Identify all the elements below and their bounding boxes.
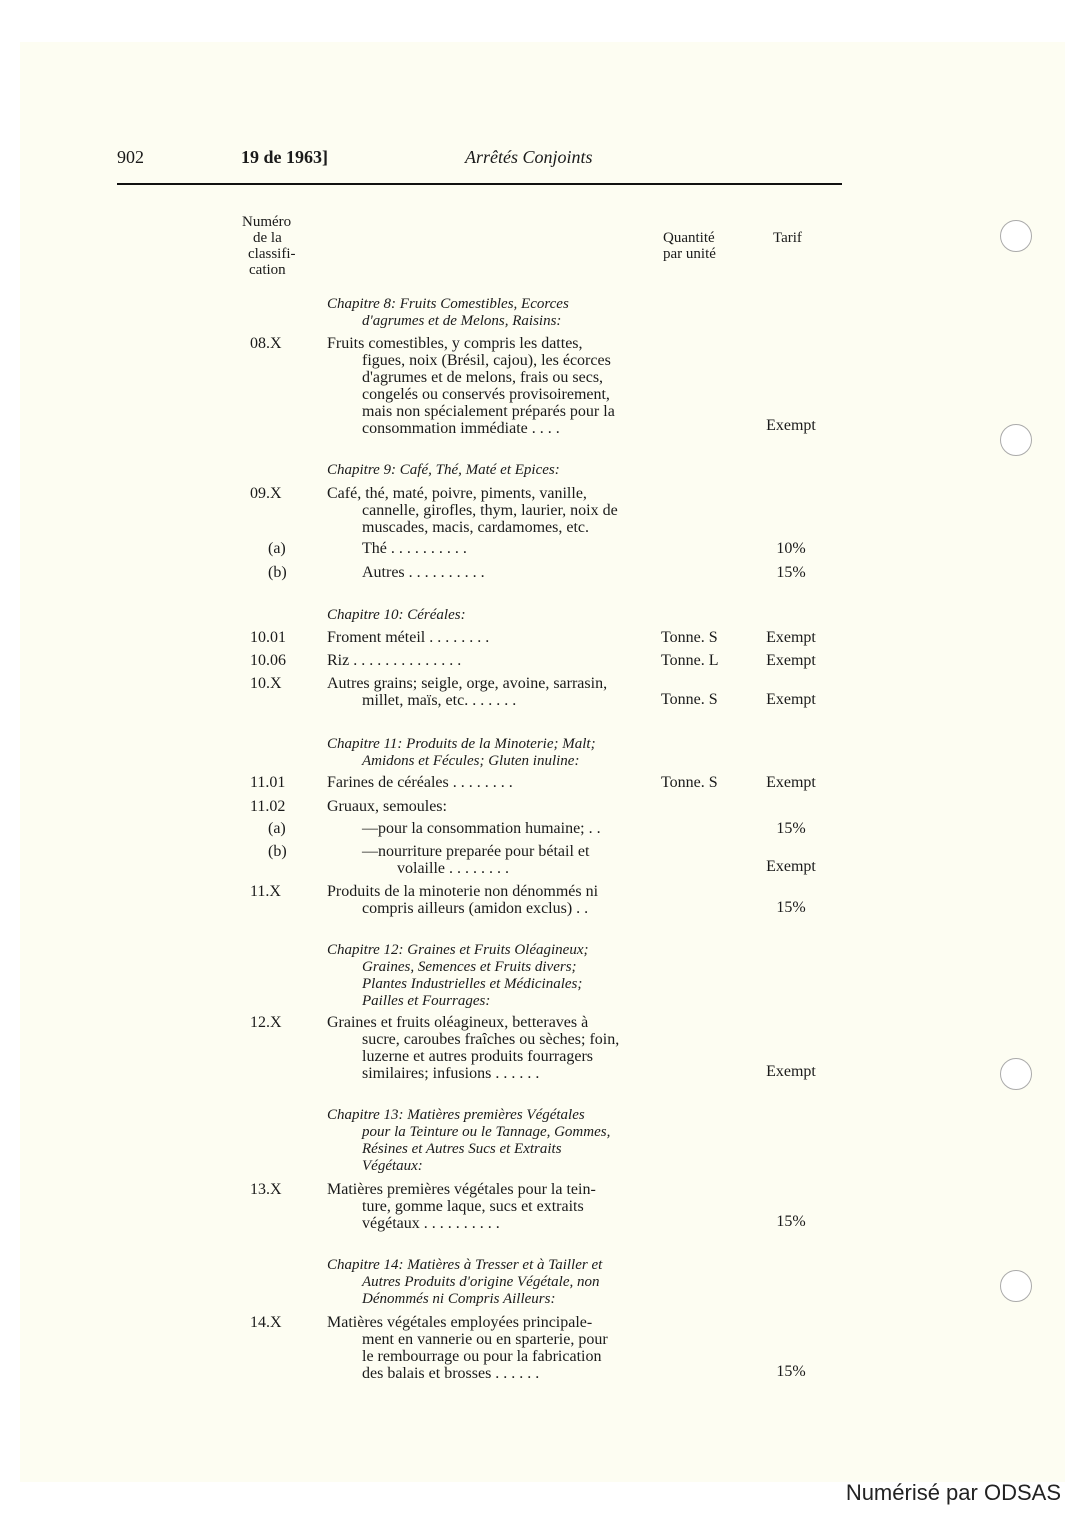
description-line: Produits de la minoterie non dénommés ni xyxy=(327,883,599,900)
description-line: Matières premières végétales pour la tein- xyxy=(327,1181,596,1198)
tarif-value: Exempt xyxy=(766,774,816,791)
description-line: ture, gomme laque, sucs et extraits xyxy=(362,1198,584,1215)
item-description xyxy=(327,485,618,536)
punch-hole-icon xyxy=(1000,220,1032,252)
col-header-quantity-line: Quantité xyxy=(663,230,715,246)
header-date: 19 de 1963] xyxy=(241,147,328,167)
item-description: Thé . . . . . . . . . . xyxy=(362,540,467,557)
col-header-number xyxy=(242,214,295,278)
description-line: consommation immédiate . . . . xyxy=(362,420,560,437)
item-description xyxy=(327,1014,619,1082)
description-line: Café, thé, maté, poivre, piments, vanille, xyxy=(327,485,587,502)
tarif-value: Exempt xyxy=(766,1063,816,1080)
col-header-quantity-line: par unité xyxy=(663,246,716,262)
chapter-heading-line: Plantes Industrielles et Médicinales; xyxy=(362,976,583,992)
tarif-value: Exempt xyxy=(766,858,816,875)
chapter-heading-line: Chapitre 14: Matières à Tresser et à Tailler et xyxy=(327,1257,603,1273)
page-number: 902 xyxy=(117,147,144,167)
chapter-heading-line: d'agrumes et de Melons, Raisins: xyxy=(362,313,562,329)
chapter-heading xyxy=(327,1257,602,1308)
description-line: sucre, caroubes fraîches ou sèches; foin, xyxy=(362,1031,620,1048)
classification-number: 13.X xyxy=(250,1181,282,1198)
chapter-heading-line: Résines et Autres Sucs et Extraits xyxy=(362,1141,562,1157)
description-line: similaires; infusions . . . . . . xyxy=(362,1065,540,1082)
col-header-number-line: Numéro xyxy=(242,214,292,230)
punch-hole-icon xyxy=(1000,1058,1032,1090)
tarif-value: Exempt xyxy=(766,417,816,434)
item-description xyxy=(362,843,589,877)
description-line: cannelle, girofles, thym, laurier, noix de xyxy=(362,502,618,519)
sub-item-letter: (a) xyxy=(268,540,286,557)
classification-number: 10.06 xyxy=(250,652,286,669)
description-line: —nourriture preparée pour bétail et xyxy=(362,843,590,860)
classification-number: 09.X xyxy=(250,485,282,502)
chapter-heading-line: Amidons et Fécules; Gluten inuline: xyxy=(362,753,580,769)
description-line: mais non spécialement préparés pour la xyxy=(362,403,615,420)
description-line: congelés ou conservés provisoirement, xyxy=(362,386,610,403)
chapter-heading xyxy=(327,942,589,1010)
item-description xyxy=(327,335,615,437)
classification-number: 14.X xyxy=(250,1314,282,1331)
page-title: Arrêtés Conjoints xyxy=(465,147,593,167)
classification-number: 10.01 xyxy=(250,629,286,646)
quantity-unit: Tonne. L xyxy=(661,652,719,669)
chapter-heading-line: Végétaux: xyxy=(362,1158,423,1174)
punch-hole-icon xyxy=(1000,1270,1032,1302)
chapter-heading xyxy=(327,736,596,770)
tarif-value: 10% xyxy=(776,540,806,557)
chapter-heading xyxy=(327,296,569,330)
chapter-heading-line: Chapitre 8: Fruits Comestibles, Ecorces xyxy=(327,296,569,312)
classification-number: 11.02 xyxy=(250,798,286,815)
tarif-value: Exempt xyxy=(766,691,816,708)
description-line: Graines et fruits oléagineux, betteraves à xyxy=(327,1014,589,1031)
classification-number: 11.X xyxy=(250,883,281,900)
description-line: millet, maïs, etc. . . . . . . xyxy=(362,692,517,709)
chapter-heading-line: pour la Teinture ou le Tannage, Gommes, xyxy=(362,1124,611,1140)
tarif-value: Exempt xyxy=(766,652,816,669)
tarif-value: 15% xyxy=(776,820,806,837)
description-line: muscades, macis, cardamomes, etc. xyxy=(362,519,590,536)
description-line: des balais et brosses . . . . . . xyxy=(362,1365,540,1382)
chapter-heading: Chapitre 9: Café, Thé, Maté et Epices: xyxy=(327,462,560,478)
chapter-heading-line: Dénommés ni Compris Ailleurs: xyxy=(362,1291,556,1307)
tarif-value: 15% xyxy=(776,899,806,916)
col-header-number-line: cation xyxy=(249,262,286,278)
classification-number: 08.X xyxy=(250,335,282,352)
quantity-unit: Tonne. S xyxy=(661,774,718,791)
item-description: Gruaux, semoules: xyxy=(327,798,447,815)
chapter-heading-line: Autres Produits d'origine Végétale, non xyxy=(362,1274,600,1290)
description-line: Fruits comestibles, y compris les dattes, xyxy=(327,335,583,352)
description-line: luzerne et autres produits fourragers xyxy=(362,1048,594,1065)
item-description: Riz . . . . . . . . . . . . . . xyxy=(327,652,462,669)
col-header-quantity xyxy=(663,230,716,262)
item-description: Froment méteil . . . . . . . . xyxy=(327,629,490,646)
description-line: ment en vannerie ou en sparterie, pour xyxy=(362,1331,608,1348)
item-description: Autres . . . . . . . . . . xyxy=(362,564,485,581)
digitization-credit: Numérisé par ODSAS xyxy=(845,1480,1061,1505)
sub-item-letter: (b) xyxy=(268,564,287,581)
description-line: volaille . . . . . . . . xyxy=(397,860,509,877)
item-description: Farines de céréales . . . . . . . . xyxy=(327,774,513,791)
sub-item-letter: (a) xyxy=(268,820,286,837)
description-line: Matières végétales employées principale- xyxy=(327,1314,593,1331)
classification-number: 12.X xyxy=(250,1014,282,1031)
item-description: —pour la consommation humaine; . . xyxy=(362,820,601,837)
sub-item-letter: (b) xyxy=(268,843,287,860)
tarif-value: 15% xyxy=(776,1363,806,1380)
item-description xyxy=(327,675,607,709)
chapter-heading xyxy=(327,1107,610,1175)
item-description xyxy=(327,1181,596,1232)
item-description xyxy=(327,883,598,917)
description-line: végétaux . . . . . . . . . . xyxy=(362,1215,500,1232)
tarif-value: 15% xyxy=(776,564,806,581)
description-line: d'agrumes et de melons, frais ou secs, xyxy=(362,369,604,386)
chapter-heading-line: Pailles et Fourrages: xyxy=(362,993,491,1009)
chapter-heading-line: Chapitre 13: Matières premières Végétales xyxy=(327,1107,585,1123)
chapter-heading-line: Graines, Semences et Fruits divers; xyxy=(362,959,577,975)
col-header-number-line: classifi- xyxy=(248,246,296,262)
punch-hole-icon xyxy=(1000,424,1032,456)
chapter-heading-line: Chapitre 11: Produits de la Minoterie; Malt; xyxy=(327,736,596,752)
tarif-value: 15% xyxy=(776,1213,806,1230)
classification-number: 10.X xyxy=(250,675,282,692)
description-line: le rembourrage ou pour la fabrication xyxy=(362,1348,602,1365)
classification-number: 11.01 xyxy=(250,774,286,791)
header-rule xyxy=(117,183,842,185)
tarif-value: Exempt xyxy=(766,629,816,646)
chapter-heading: Chapitre 10: Céréales: xyxy=(327,607,466,623)
description-line: compris ailleurs (amidon exclus) . . xyxy=(362,900,589,917)
col-header-number-line: de la xyxy=(253,230,282,246)
description-line: Autres grains; seigle, orge, avoine, sarrasin, xyxy=(327,675,608,692)
item-description xyxy=(327,1314,608,1382)
quantity-unit: Tonne. S xyxy=(661,629,718,646)
description-line: figues, noix (Brésil, cajou), les écorces xyxy=(362,352,611,369)
chapter-heading-line: Chapitre 12: Graines et Fruits Oléagineux; xyxy=(327,942,589,958)
quantity-unit: Tonne. S xyxy=(661,691,718,708)
col-header-tarif: Tarif xyxy=(773,230,802,246)
